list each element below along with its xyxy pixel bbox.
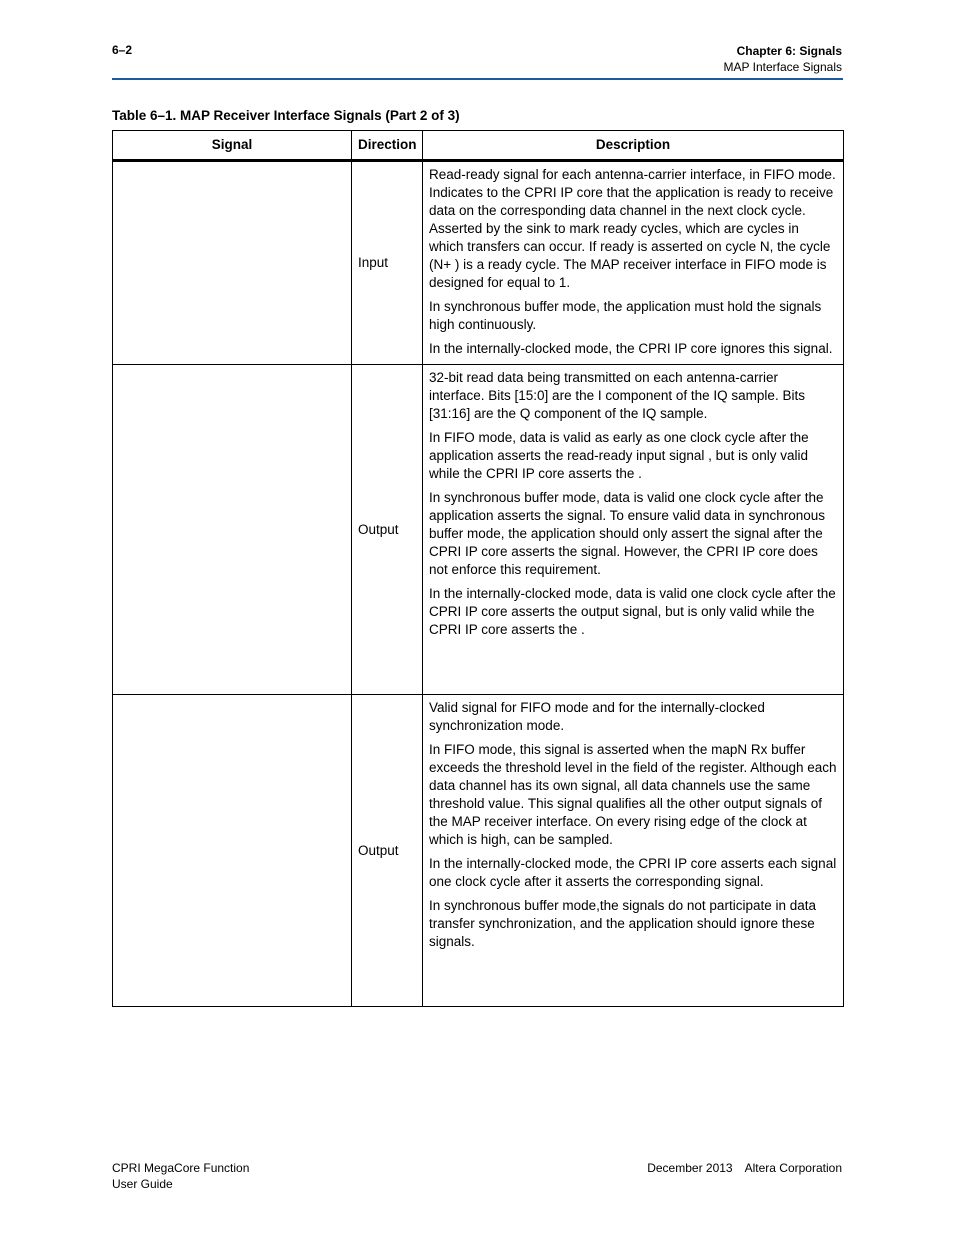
direction-cell: Output — [352, 365, 423, 695]
description-paragraph: In the internally-clocked mode, the CPRI IP core ignores this signal. — [429, 341, 833, 356]
direction-cell: Input — [352, 161, 423, 365]
signals-table — [112, 130, 844, 1007]
section-title: MAP Interface Signals — [723, 60, 842, 74]
footer-company: Altera Corporation — [744, 1161, 842, 1175]
direction-cell: Output — [352, 695, 423, 1007]
description-paragraph: Valid signal for FIFO mode and for the internally-clocked synchronization mode. — [429, 700, 765, 733]
footer-left — [112, 1160, 249, 1192]
footer-right — [647, 1160, 842, 1176]
description-paragraph: In FIFO mode, this signal is asserted when the mapN Rx buffer exceeds the threshold level in the field of the register. Although each data channel has its own signal, all data channels use the same threshold value. This signal qualifies all the other output signals of the MAP receiver interface. On every rising edge of the clock at which is high, can be sampled. — [429, 742, 837, 847]
description-paragraph: In the internally-clocked mode, the CPRI IP core asserts each signal one clock cycle after it asserts the corresponding signal. — [429, 856, 837, 889]
description-cell — [423, 365, 844, 695]
table-row — [113, 365, 844, 695]
page-number: 6–2 — [112, 43, 133, 57]
description-paragraph: In synchronous buffer mode, the application must hold the signals high continuously. — [429, 299, 822, 332]
description-paragraph: In FIFO mode, data is valid as early as one clock cycle after the application asserts the read-ready input signal , but is only valid while the CPRI IP core asserts the . — [429, 430, 809, 481]
table-caption: Table 6–1. MAP Receiver Interface Signals (Part 2 of 3) — [112, 108, 460, 123]
column-header-description: Description — [423, 131, 844, 161]
description-paragraph: 32-bit read data being transmitted on each antenna-carrier interface. Bits [15:0] are the I component of the IQ sample. Bits [31:16] are the Q component of the IQ sample. — [429, 370, 805, 421]
description-paragraph: In the internally-clocked mode, data is valid one clock cycle after the CPRI IP core asserts the output signal, but is only valid while the CPRI IP core asserts the . — [429, 586, 836, 637]
table-header-row — [113, 131, 844, 161]
description-cell — [423, 161, 844, 365]
signal-cell — [113, 161, 352, 365]
signal-cell — [113, 365, 352, 695]
chapter-title: Chapter 6: Signals — [736, 44, 842, 58]
table-row — [113, 161, 844, 365]
signal-cell — [113, 695, 352, 1007]
description-paragraph: Read-ready signal for each antenna-carrier interface, in FIFO mode. Indicates to the CPRI IP core that the application is ready to receive data on the corresponding data channel in the next clock cycle. Asserted by the sink to mark ready cycles, which are cycles in which transfers can occur. If ready is asserted on cycle N, the cycle (N+ ) is a ready cycle. The MAP receiver interface in FIFO mode is designed for equal to 1. — [429, 167, 836, 290]
table-row — [113, 695, 844, 1007]
footer-date: December 2013 — [647, 1161, 733, 1175]
column-header-direction: Direction — [352, 131, 423, 161]
footer-doc-type: User Guide — [112, 1177, 173, 1191]
header-rule — [112, 78, 843, 80]
footer-product: CPRI MegaCore Function — [112, 1161, 250, 1175]
column-header-signal: Signal — [113, 131, 352, 161]
description-paragraph: In synchronous buffer mode, data is valid one clock cycle after the application asserts the signal. To ensure valid data in synchronous buffer mode, the application should only assert the signal after the CPRI IP core asserts the signal. However, the CPRI IP core does not enforce this requirement. — [429, 490, 825, 577]
description-paragraph: In synchronous buffer mode,the signals do not participate in data transfer synchronization, and the application should ignore these signals. — [429, 898, 816, 949]
running-header — [723, 43, 842, 75]
description-cell — [423, 695, 844, 1007]
